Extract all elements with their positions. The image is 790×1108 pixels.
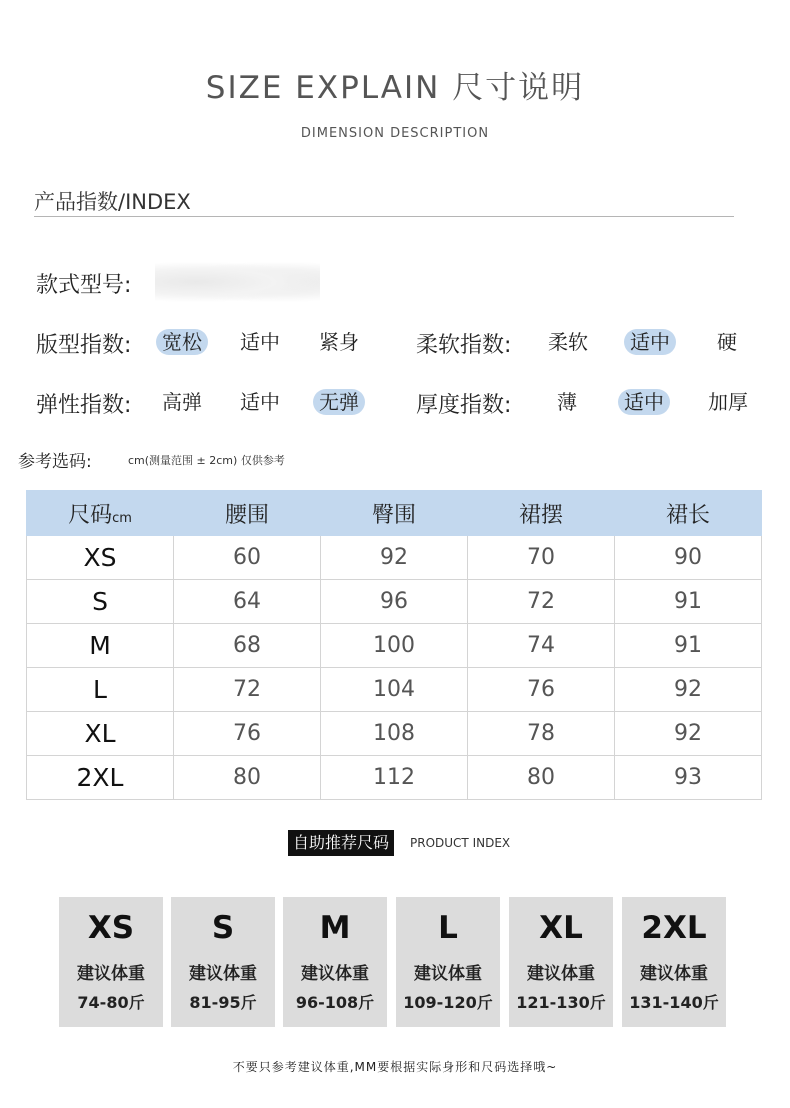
table-row xyxy=(27,580,762,624)
card-weight-range: 81-95斤 xyxy=(189,993,257,1012)
card-size: L xyxy=(438,910,458,946)
reference-size-label: 参考选码: xyxy=(18,452,92,472)
card-weight-label: 建议体重 xyxy=(301,964,369,984)
hip-cell: 100 xyxy=(321,624,468,668)
card-weight-range: 121-130斤 xyxy=(516,993,606,1012)
length-cell: 91 xyxy=(615,580,762,624)
size-cell: XS xyxy=(27,536,174,580)
hem-column-header: 裙摆 xyxy=(468,491,615,536)
card-size: XS xyxy=(87,910,135,946)
waist-cell: 80 xyxy=(174,756,321,800)
size-cell: 2XL xyxy=(27,756,174,800)
card-weight-label: 建议体重 xyxy=(414,964,482,984)
card-size: XL xyxy=(539,910,583,946)
card-weight-range: 109-120斤 xyxy=(403,993,493,1012)
hip-cell: 112 xyxy=(321,756,468,800)
waist-column-header: 腰围 xyxy=(174,491,321,536)
hem-cell: 70 xyxy=(468,536,615,580)
reference-note: cm(测量范围 ± 2cm) 仅供参考 xyxy=(128,454,285,467)
waist-cell: 64 xyxy=(174,580,321,624)
card-size: S xyxy=(211,910,235,946)
recommendation-subtitle: PRODUCT INDEX xyxy=(410,836,511,850)
size-card-s xyxy=(171,897,275,1027)
table-row xyxy=(27,536,762,580)
thickness-option-thick: 加厚 xyxy=(708,390,748,414)
page-title: SIZE EXPLAIN 尺寸说明 xyxy=(205,70,585,106)
section-divider xyxy=(34,216,734,217)
length-cell: 91 xyxy=(615,624,762,668)
length-cell: 92 xyxy=(615,668,762,712)
hem-cell: 72 xyxy=(468,580,615,624)
card-weight-label: 建议体重 xyxy=(527,964,595,984)
card-weight-range: 74-80斤 xyxy=(77,993,145,1012)
elasticity-index-label: 弹性指数: xyxy=(36,393,132,418)
hip-cell: 108 xyxy=(321,712,468,756)
fit-option-regular: 适中 xyxy=(240,330,280,354)
card-weight-label: 建议体重 xyxy=(189,964,257,984)
size-cell: S xyxy=(27,580,174,624)
thickness-index-label: 厚度指数: xyxy=(416,393,512,418)
thickness-option-thin: 薄 xyxy=(557,390,577,414)
hip-cell: 96 xyxy=(321,580,468,624)
table-row xyxy=(27,712,762,756)
table-row xyxy=(27,756,762,800)
hem-cell: 78 xyxy=(468,712,615,756)
card-weight-label: 建议体重 xyxy=(77,964,145,984)
fit-option-loose: 宽松 xyxy=(156,329,208,355)
hip-column-header: 臀围 xyxy=(321,491,468,536)
size-card-xs xyxy=(59,897,163,1027)
product-index-heading: 产品指数/INDEX xyxy=(34,190,191,214)
card-weight-range: 131-140斤 xyxy=(629,993,719,1012)
waist-cell: 60 xyxy=(174,536,321,580)
length-cell: 90 xyxy=(615,536,762,580)
hem-cell: 76 xyxy=(468,668,615,712)
card-size: M xyxy=(319,910,351,946)
table-row xyxy=(27,668,762,712)
elasticity-option-none: 无弹 xyxy=(313,389,365,415)
page-subtitle: DIMENSION DESCRIPTION xyxy=(300,126,490,141)
waist-cell: 76 xyxy=(174,712,321,756)
table-row xyxy=(27,624,762,668)
unit-label: cm xyxy=(112,510,132,526)
card-weight-label: 建议体重 xyxy=(640,964,708,984)
hem-cell: 74 xyxy=(468,624,615,668)
size-column-header: 尺码cm xyxy=(27,491,174,536)
softness-option-medium: 适中 xyxy=(624,329,676,355)
elasticity-option-high: 高弹 xyxy=(162,390,202,414)
softness-option-hard: 硬 xyxy=(717,330,737,354)
style-number-label: 款式型号: xyxy=(36,273,132,298)
length-cell: 93 xyxy=(615,756,762,800)
hip-cell: 104 xyxy=(321,668,468,712)
size-table xyxy=(26,490,762,800)
fit-option-slim: 紧身 xyxy=(319,330,359,354)
blurred-style-number xyxy=(155,262,320,302)
hip-cell: 92 xyxy=(321,536,468,580)
softness-index-label: 柔软指数: xyxy=(416,333,512,358)
size-card-l xyxy=(396,897,500,1027)
size-cell: L xyxy=(27,668,174,712)
size-cell: XL xyxy=(27,712,174,756)
recommendation-badge: 自助推荐尺码 xyxy=(288,830,394,856)
length-cell: 92 xyxy=(615,712,762,756)
waist-cell: 68 xyxy=(174,624,321,668)
size-table-header xyxy=(27,491,762,536)
card-weight-range: 96-108斤 xyxy=(295,993,375,1012)
size-card-m xyxy=(283,897,387,1027)
softness-option-soft: 柔软 xyxy=(548,330,588,354)
size-card-xl xyxy=(509,897,613,1027)
thickness-option-medium: 适中 xyxy=(618,389,670,415)
length-column-header: 裙长 xyxy=(615,491,762,536)
size-card-2xl xyxy=(622,897,726,1027)
hem-cell: 80 xyxy=(468,756,615,800)
size-cell: M xyxy=(27,624,174,668)
card-size: 2XL xyxy=(641,910,707,946)
fit-index-label: 版型指数: xyxy=(36,333,132,358)
elasticity-option-medium: 适中 xyxy=(240,390,280,414)
waist-cell: 72 xyxy=(174,668,321,712)
footer-note: 不要只参考建议体重,MM要根据实际身形和尺码选择哦~ xyxy=(232,1060,558,1074)
